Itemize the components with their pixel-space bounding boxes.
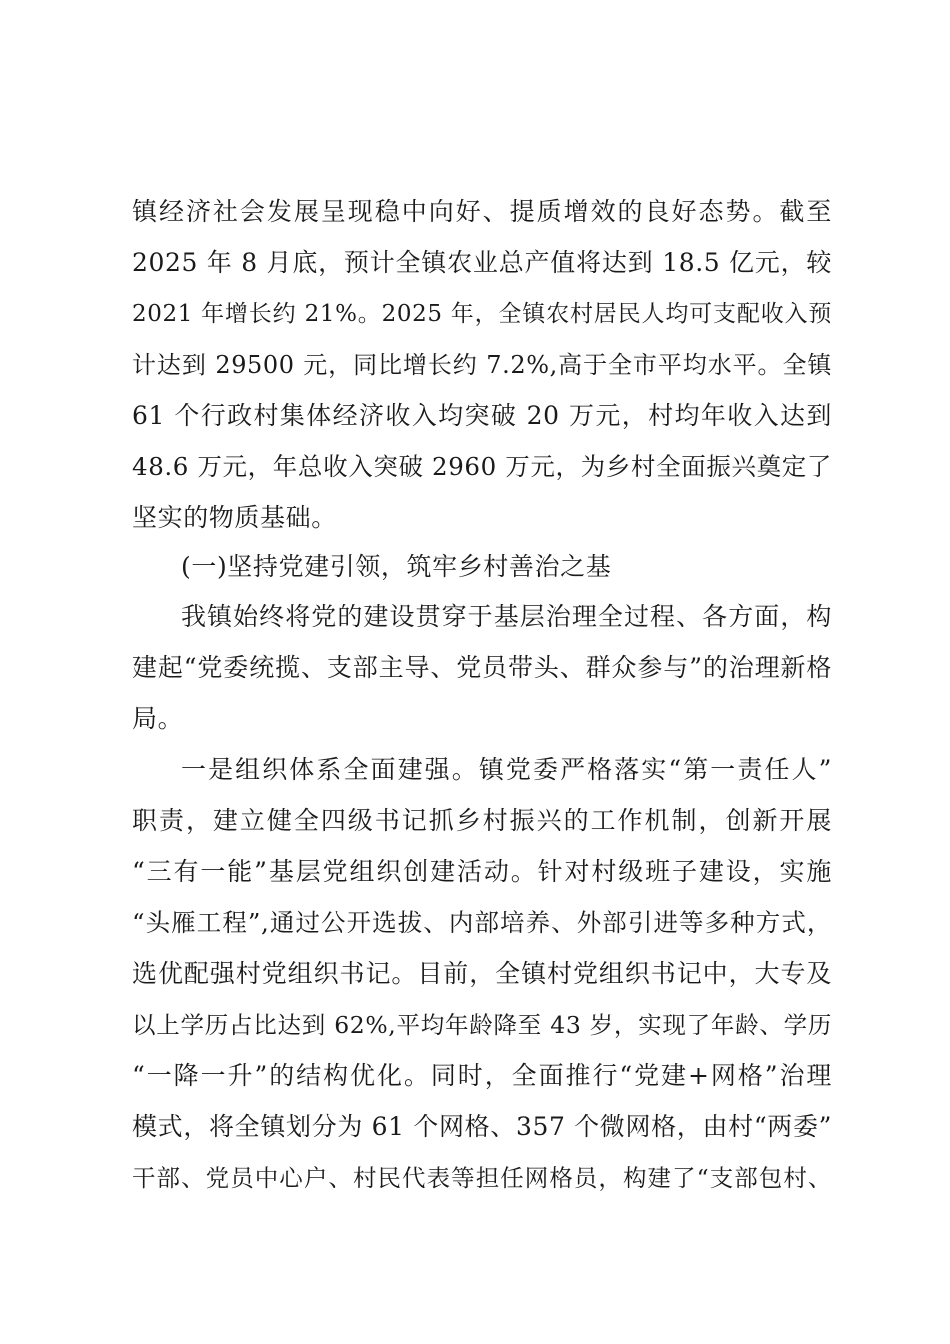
text-line: 2021 年增长约 21%。2025 年，全镇农村居民人均可支配收入预: [132, 301, 832, 327]
text-line: “一降一升”的结构优化。同时，全面推行“党建+网格”治理: [132, 1061, 832, 1090]
text-line: 计达到 29500 元，同比增长约 7.2%,高于全市平均水平。全镇: [132, 351, 832, 379]
text-line: 坚实的物质基础。: [132, 503, 337, 532]
text-line: 镇经济社会发展呈现稳中向好、提质增效的良好态势。截至: [132, 197, 832, 226]
text-line: 61 个行政村集体经济收入均突破 20 万元，村均年收入达到: [132, 401, 832, 430]
text-line: “三有一能”基层党组织创建活动。针对村级班子建设，实施: [132, 857, 832, 886]
text-line: 模式，将全镇划分为 61 个网格、357 个微网格，由村“两委”: [132, 1112, 832, 1141]
text-line: 建起“党委统揽、支部主导、党员带头、群众参与”的治理新格: [132, 653, 832, 682]
text-line: “头雁工程”,通过公开选拔、内部培养、外部引进等多种方式，: [132, 908, 832, 937]
text-line: 局。: [132, 704, 184, 733]
text-line: 2025 年 8 月底，预计全镇农业总产值将达到 18.5 亿元，较: [132, 248, 832, 277]
text-line: 一是组织体系全面建强。镇党委严格落实“第一责任人”: [181, 755, 832, 784]
text-line: 职责，建立健全四级书记抓乡村振兴的工作机制，创新开展: [132, 806, 832, 835]
text-line: 48.6 万元，年总收入突破 2960 万元，为乡村全面振兴奠定了: [132, 452, 832, 481]
text-line: 以上学历占比达到 62%,平均年龄降至 43 岁，实现了年龄、学历: [132, 1011, 832, 1039]
text-line: 我镇始终将党的建设贯穿于基层治理全过程、各方面，构: [181, 602, 832, 631]
section-heading: (一)坚持党建引领，筑牢乡村善治之基: [181, 552, 612, 581]
text-line: 选优配强村党组织书记。目前，全镇村党组织书记中，大专及: [132, 959, 832, 988]
text-line: 干部、党员中心户、村民代表等担任网格员，构建了“支部包村、: [132, 1164, 832, 1192]
